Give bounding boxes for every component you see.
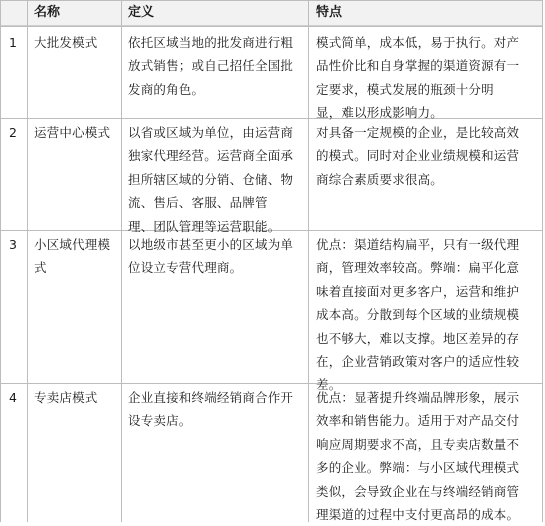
row-3-definition: 以地级市甚至更小的区域为单 位设立专营代理商。 [128, 237, 294, 276]
row-divider [0, 26, 543, 27]
row-1-definition: 依托区域当地的批发商进行粗 放式销售；或自己招任全国批 发商的角色。 [128, 35, 294, 97]
row-2-feature: 对具备一定规模的企业，是比较高效 的模式。同时对企业业绩规模和运营 商综合素质要求很高。 [316, 125, 520, 187]
row-4-no: 4 [9, 390, 18, 405]
header-definition: 定义 [128, 5, 155, 20]
column-divider [542, 0, 543, 522]
row-3-no: 3 [9, 237, 18, 252]
row-2-definition: 以省或区域为单位，由运营商 独家代理经营。运营商全面承 担所辖区域的分销、仓储、物 流、售后、客服、品牌管 理、团队管理等运营职能。 [128, 125, 294, 234]
header-feature: 特点 [316, 5, 343, 20]
row-2-name: 运营中心模式 [34, 125, 111, 140]
column-divider [121, 0, 122, 522]
row-1-name: 大批发模式 [34, 35, 98, 50]
row-4-feature: 优点：显著提升终端品牌形象，展示 效率和销售能力。适用于对产品交付 响应周期要求不高，且专卖店数量不 多的企业。弊端：与小区域代理模式 类似，会导致企业在与终端经销商管 理渠道的过程中支付更高昂的成本。 [316, 390, 520, 523]
column-divider [27, 0, 28, 522]
column-divider [308, 0, 309, 522]
row-4-definition: 企业直接和终端经销商合作开 设专卖店。 [128, 390, 294, 429]
header-name: 名称 [34, 5, 61, 20]
row-3-feature: 优点：渠道结构扁平，只有一级代理 商，管理效率较高。弊端：扁平化意 味着直接面对更多客户，运营和维护 成本高。分散到每个区域的业绩规模 也不够大，难以支撑。地区差异的存 在，企业营销政策对客户的适应性较 差。 [316, 237, 520, 393]
row-1-no: 1 [9, 35, 18, 50]
row-3-name: 小区域代理模 式 [34, 237, 111, 276]
row-2-no: 2 [9, 125, 18, 140]
column-divider [0, 0, 1, 522]
row-4-name: 专卖店模式 [34, 390, 98, 405]
table-header-row [0, 0, 543, 26]
row-divider [0, 0, 543, 1]
row-1-feature: 模式简单，成本低，易于执行。对产 品性价比和自身掌握的渠道资源有一 定要求，模式发展的瓶颈十分明 显，难以形成影响力。 [316, 35, 520, 121]
